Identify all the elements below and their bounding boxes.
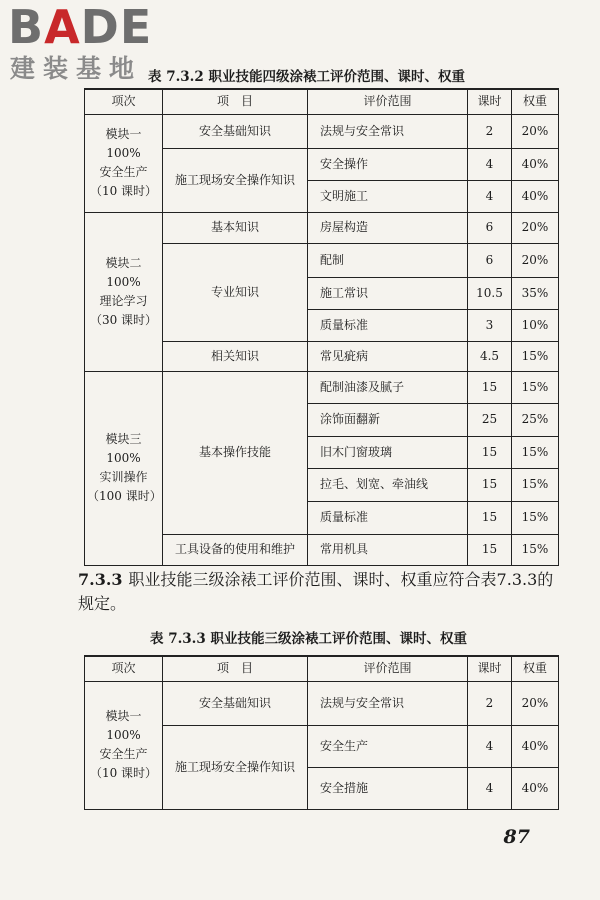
weight-cell: 15%: [512, 371, 559, 403]
range-cell: 拉毛、划宽、牵油线: [308, 468, 468, 501]
weight-cell: 10%: [512, 309, 559, 341]
range-cell: 质量标准: [308, 309, 468, 341]
hours-cell: 4: [468, 180, 512, 212]
hours-cell: 10.5: [468, 277, 512, 309]
range-cell: 房屋构造: [308, 212, 468, 243]
logo-letter-b: B: [8, 0, 45, 54]
header-cell: 课时: [468, 656, 512, 681]
range-cell: 安全措施: [308, 767, 468, 809]
hours-cell: 3: [468, 309, 512, 341]
item-cell: 相关知识: [163, 341, 308, 371]
item-cell: 基本知识: [163, 212, 308, 243]
range-cell: 安全生产: [308, 725, 468, 767]
weight-cell: 20%: [512, 681, 559, 725]
item-cell: 施工现场安全操作知识: [163, 725, 308, 809]
range-cell: 常见疵病: [308, 341, 468, 371]
logo-letter-a: A: [44, 0, 81, 54]
range-cell: 施工常识: [308, 277, 468, 309]
table1-header-row: [85, 89, 559, 114]
weight-cell: 15%: [512, 534, 559, 565]
item-cell: 安全基础知识: [163, 114, 308, 148]
header-cell: 项次: [85, 89, 163, 114]
module-cell: [85, 371, 163, 565]
hours-cell: 15: [468, 468, 512, 501]
table2-header-row: [85, 656, 559, 681]
hours-cell: 2: [468, 114, 512, 148]
header-cell: 权重: [512, 656, 559, 681]
hours-cell: 15: [468, 436, 512, 468]
section-paragraph: [78, 568, 568, 616]
module-cell: [85, 681, 163, 809]
table1: [84, 88, 559, 566]
weight-cell: 15%: [512, 468, 559, 501]
weight-cell: 20%: [512, 243, 559, 277]
weight-cell: 15%: [512, 501, 559, 534]
hours-cell: 15: [468, 501, 512, 534]
header-cell: 课时: [468, 89, 512, 114]
weight-cell: 40%: [512, 148, 559, 180]
watermark-logo: [8, 0, 153, 54]
module-cell: [85, 212, 163, 371]
section-number: 7.3.3: [78, 570, 123, 589]
section-text: 职业技能三级涂裱工评价范围、课时、权重应符合表7.3.3的规定。: [78, 570, 554, 613]
header-cell: 评价范围: [308, 656, 468, 681]
weight-cell: 15%: [512, 341, 559, 371]
range-cell: 法规与安全常识: [308, 681, 468, 725]
header-cell: 评价范围: [308, 89, 468, 114]
hours-cell: 4: [468, 725, 512, 767]
weight-cell: 40%: [512, 767, 559, 809]
header-cell: 权重: [512, 89, 559, 114]
hours-cell: 6: [468, 243, 512, 277]
item-cell: 施工现场安全操作知识: [163, 148, 308, 212]
weight-cell: 20%: [512, 212, 559, 243]
range-cell: 文明施工: [308, 180, 468, 212]
module-label: 模块一 100% 安全生产 （10 课时）: [89, 709, 158, 780]
hours-cell: 2: [468, 681, 512, 725]
table-row: [85, 212, 559, 243]
item-cell: 安全基础知识: [163, 681, 308, 725]
weight-cell: 40%: [512, 180, 559, 212]
hours-cell: 4.5: [468, 341, 512, 371]
hours-cell: 6: [468, 212, 512, 243]
table1-caption: 表 7.3.2 职业技能四级涂裱工评价范围、课时、权重: [148, 69, 465, 85]
module-cell: [85, 114, 163, 212]
range-cell: 法规与安全常识: [308, 114, 468, 148]
header-cell: 项 目: [163, 89, 308, 114]
range-cell: 安全操作: [308, 148, 468, 180]
table2: [84, 655, 559, 810]
module-label: 模块二 100% 理论学习 （30 课时）: [89, 255, 158, 327]
weight-cell: 35%: [512, 277, 559, 309]
item-cell: 基本操作技能: [163, 371, 308, 534]
item-cell: 专业知识: [163, 243, 308, 341]
range-cell: 旧木门窗玻璃: [308, 436, 468, 468]
item-cell: 工具设备的使用和维护: [163, 534, 308, 565]
weight-cell: 40%: [512, 725, 559, 767]
table-row: [85, 371, 559, 403]
hours-cell: 4: [468, 148, 512, 180]
hours-cell: 25: [468, 403, 512, 436]
range-cell: 常用机具: [308, 534, 468, 565]
header-cell: 项次: [85, 656, 163, 681]
range-cell: 质量标准: [308, 501, 468, 534]
module-label: 模块三 100% 实训操作 （100 课时）: [87, 432, 162, 503]
range-cell: 配制: [308, 243, 468, 277]
header-cell: 项 目: [163, 656, 308, 681]
module-label: 模块一 100% 安全生产 （10 课时）: [89, 127, 158, 198]
table-row: [85, 114, 559, 148]
hours-cell: 4: [468, 767, 512, 809]
weight-cell: 25%: [512, 403, 559, 436]
weight-cell: 15%: [512, 436, 559, 468]
range-cell: 配制油漆及腻子: [308, 371, 468, 403]
watermark-cn-text: 建装基地: [10, 54, 143, 83]
hours-cell: 15: [468, 371, 512, 403]
logo-letters-de: DE: [80, 0, 153, 54]
hours-cell: 15: [468, 534, 512, 565]
table2-caption: 表 7.3.3 职业技能三级涂裱工评价范围、课时、权重: [150, 631, 467, 647]
table-row: [85, 681, 559, 725]
page-number: 87: [503, 826, 530, 848]
range-cell: 涂饰面翻新: [308, 403, 468, 436]
weight-cell: 20%: [512, 114, 559, 148]
